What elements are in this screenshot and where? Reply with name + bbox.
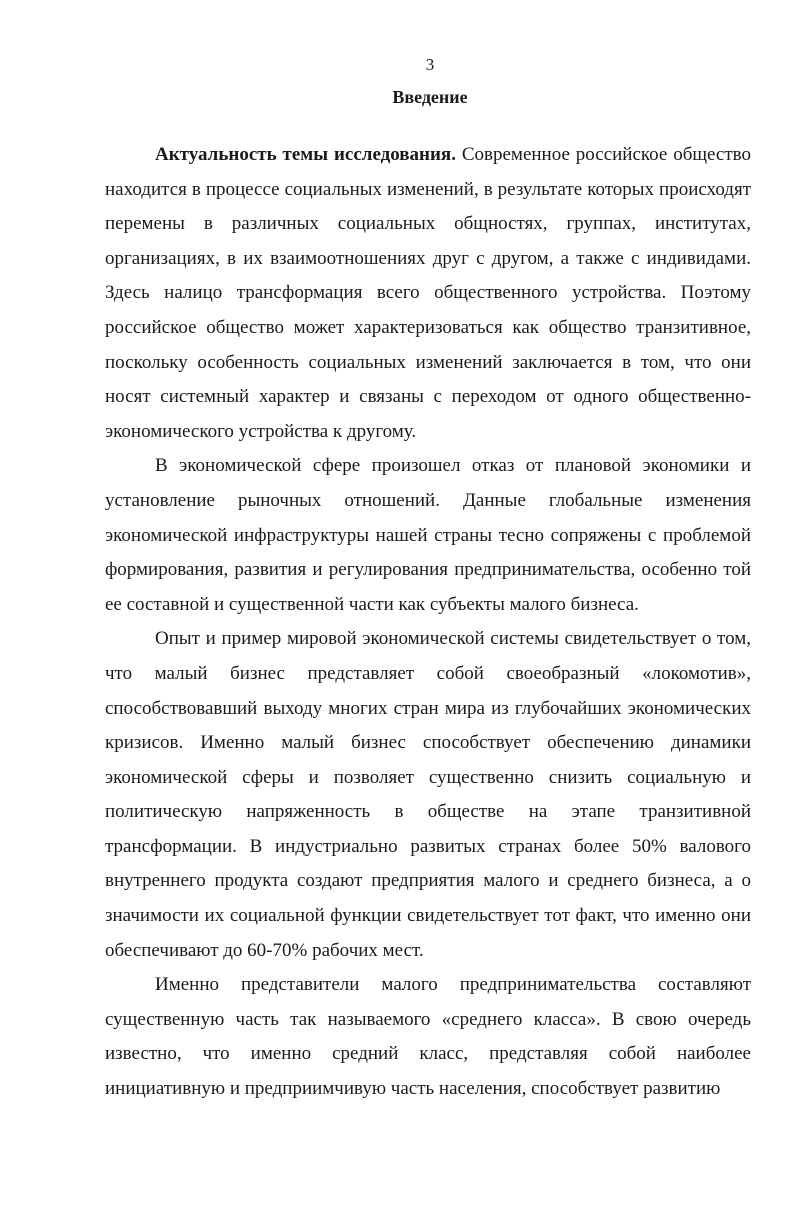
- paragraph-4: Именно представители малого предпринимательства составляют существенную часть так называемого «среднего класса». В свою очередь известно, что именно средний класс, представляя собой наиболее инициативную и предприимчивую часть населения, способствует развитию: [105, 974, 751, 1100]
- paragraph-1: [105, 138, 751, 449]
- section-heading: Введение: [392, 87, 468, 107]
- paragraph-3: Опыт и пример мировой экономической системы свидетельствует о том, что малый бизнес представляет собой своеобразный «локомотив», способствовавший выходу многих стран мира из глубочайших экономических кризисов. Именно малый бизнес способствует обеспечению динамики экономической сферы и позволяет существенно снизить социальную и политическую напряженность в обществе на этапе транзитивной трансформации. В индустриально развитых странах более 50% валового внутреннего продукта создают предприятия малого и среднего бизнеса, а о значимости их социальной функции свидетельствует тот факт, что именно они обеспечивают до 60-70% рабочих мест.: [105, 628, 751, 961]
- paragraph-1-lead: Актуальность темы исследования.: [155, 144, 456, 165]
- paragraph-2: В экономической сфере произошел отказ от плановой экономики и установление рыночных отношений. Данные глобальные изменения экономической инфраструктуры нашей страны тесно сопряжены с проблемой формирования, развития и регулирования предпринимательства, особенно той ее составной и существенной части как субъекты малого бизнеса.: [105, 455, 751, 615]
- paragraph-1-text: Современное российское общество находится в процессе социальных изменений, в результате которых происходят перемены в различных социальных общностях, группах, институтах, организациях, в их взаимоотношениях друг с другом, а также с индивидами. Здесь налицо трансформация всего общественного устройства. Поэтому российское общество может характеризоваться как общество транзитивное, поскольку особенность социальных изменений заключается в том, что они носят системный характер и связаны с переходом от одного общественно-экономического устройства к другому.: [105, 144, 751, 442]
- page-number: 3: [425, 55, 435, 74]
- body-text: [105, 138, 751, 1107]
